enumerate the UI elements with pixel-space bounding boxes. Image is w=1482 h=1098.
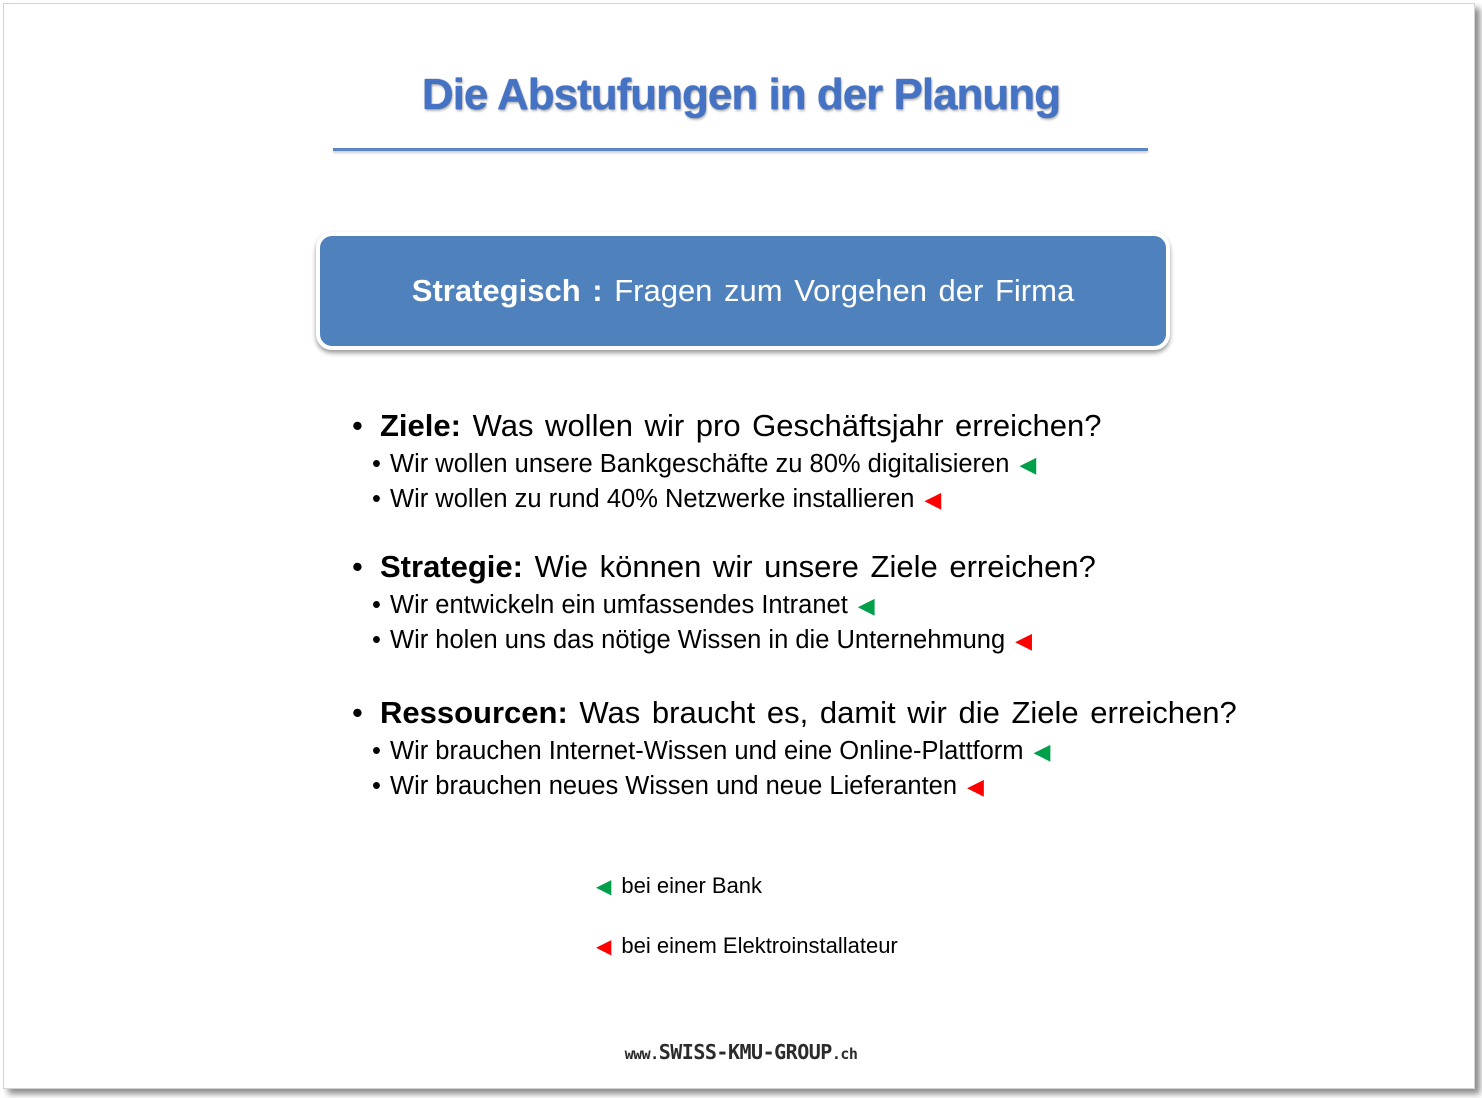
left-triangle-icon: ◀ (596, 936, 612, 958)
list-item (372, 626, 1032, 655)
footer-prefix: www. (624, 1045, 659, 1063)
left-triangle-icon: ◀ (967, 774, 984, 799)
section-ziele (352, 408, 1102, 444)
slide-title: Die Abstufungen in der Planung (421, 70, 1061, 119)
title-underline (333, 148, 1148, 151)
section-heading: Ziele: (380, 408, 461, 443)
section-strategie (352, 549, 1096, 585)
list-item (372, 485, 941, 514)
footer-main: SWISS-KMU-GROUP (658, 1040, 832, 1064)
list-item-text: Wir wollen unsere Bankgeschäfte zu 80% digitalisieren (390, 450, 1010, 478)
left-triangle-icon: ◀ (596, 876, 612, 898)
left-triangle-icon: ◀ (1015, 628, 1033, 653)
section-heading: Strategie: (380, 549, 523, 584)
list-item (372, 591, 875, 620)
bullet-icon: • (372, 626, 381, 654)
list-item-text: Wir brauchen Internet-Wissen und eine Online-Plattform (390, 737, 1024, 765)
website-footer (0, 1040, 1482, 1064)
bullet-icon: • (352, 408, 363, 443)
banner-label: Strategisch : (411, 273, 603, 308)
list-item-text: Wir entwickeln ein umfassendes Intranet (390, 591, 848, 619)
list-item (372, 450, 1036, 479)
banner-text: Fragen zum Vorgehen der Firma (614, 273, 1075, 308)
left-triangle-icon: ◀ (857, 593, 875, 618)
bullet-icon: • (372, 591, 381, 619)
list-item-text: Wir wollen zu rund 40% Netzwerke installieren (390, 485, 915, 513)
footer-suffix: .ch (831, 1045, 858, 1063)
section-question: Was wollen wir pro Geschäftsjahr erreichen? (472, 408, 1102, 443)
bullet-icon: • (352, 695, 363, 730)
legend-text: bei einer Bank (621, 873, 763, 898)
legend-text: bei einem Elektroinstallateur (621, 933, 898, 958)
bullet-icon: • (372, 485, 381, 513)
bullet-icon: • (372, 737, 381, 765)
left-triangle-icon: ◀ (1033, 739, 1051, 764)
bullet-icon: • (372, 450, 381, 478)
bullet-icon: • (352, 549, 363, 584)
list-item (372, 772, 984, 801)
list-item-text: Wir holen uns das nötige Wissen in die Unternehmung (390, 626, 1006, 654)
section-heading: Ressourcen: (380, 695, 568, 730)
list-item (372, 737, 1050, 766)
bullet-icon: • (372, 772, 381, 800)
strategy-banner (316, 232, 1170, 350)
list-item-text: Wir brauchen neues Wissen und neue Lieferanten (390, 772, 958, 800)
legend-item-elektro (596, 933, 898, 959)
section-question: Wie können wir unsere Ziele erreichen? (534, 549, 1096, 584)
left-triangle-icon: ◀ (924, 487, 942, 512)
left-triangle-icon: ◀ (1019, 452, 1037, 477)
section-question: Was braucht es, damit wir die Ziele erreichen? (579, 695, 1237, 730)
section-ressourcen (352, 695, 1237, 731)
slide-frame (3, 3, 1475, 1089)
legend-item-bank (596, 873, 762, 899)
